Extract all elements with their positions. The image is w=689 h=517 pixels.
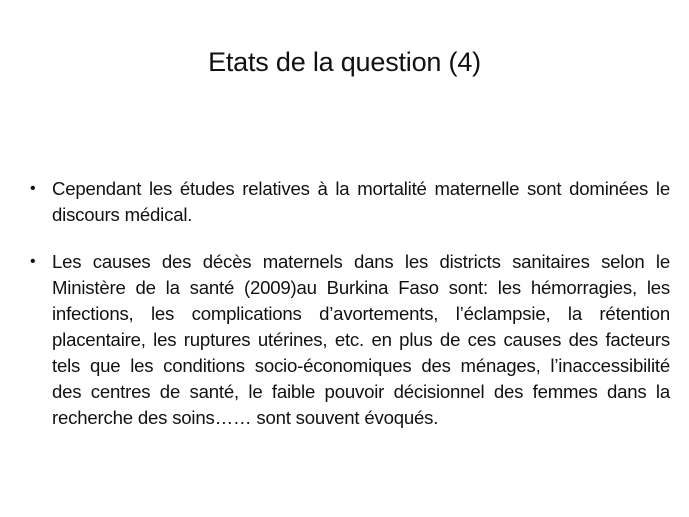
bullet-text: Cependant les études relatives à la mortalité maternelle sont dominées le discours médical. [52,178,670,225]
bullet-item [30,249,670,431]
bullet-list [30,176,670,431]
bullet-item [30,176,670,228]
bullet-icon: • [30,180,36,197]
bullet-icon: • [30,253,36,270]
slide-title: Etats de la question (4) [208,47,481,77]
bullet-text: Les causes des décès maternels dans les districts sanitaires selon le Ministère de la santé (2009)au Burkina Faso sont: les hémorragies, les infections, les complications d’avortements, l’éclampsie, la rétention placentaire, les ruptures utérines, etc. en plus de ces causes des facteurs tels que les conditions socio-économiques des ménages, l’inaccessibilité des centres de santé, le faible pouvoir décisionnel des femmes dans la recherche des soins…… sont souvent évoqués. [52,251,670,428]
